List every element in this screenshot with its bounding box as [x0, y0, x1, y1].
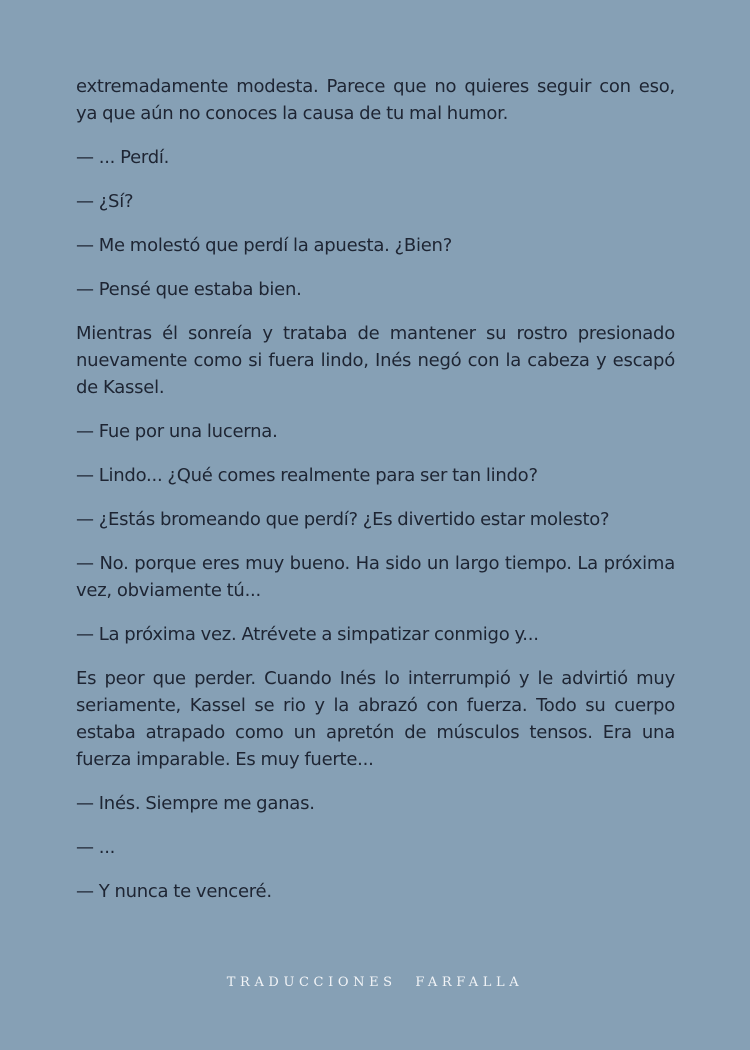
paragraph-narration: Es peor que perder. Cuando Inés lo interrumpió y le advirtió muy seriamente, Kassel se rio y la abrazó con fuerza. Todo su cuerpo estaba atrapado como un apretón de músculos tensos. Era una fuerza imparable. Es muy fuerte... [76, 668, 675, 770]
paragraph-dialogue: — ¿Estás bromeando que perdí? ¿Es divertido estar molesto? [76, 509, 610, 530]
paragraph-dialogue: — ... [76, 837, 116, 858]
paragraph-dialogue: — Lindo... ¿Qué comes realmente para ser tan lindo? [76, 465, 538, 486]
page-body [76, 73, 675, 922]
footer-credit: TRADUCCIONES FARFALLA [226, 975, 524, 990]
paragraph-dialogue: — No. porque eres muy bueno. Ha sido un largo tiempo. La próxima vez, obviamente tú... [76, 553, 675, 601]
paragraph-dialogue: — Y nunca te venceré. [76, 881, 272, 902]
paragraph-dialogue: — Inés. Siempre me ganas. [76, 793, 315, 814]
paragraph-dialogue: — La próxima vez. Atrévete a simpatizar conmigo y... [76, 624, 539, 645]
paragraph-dialogue: — Pensé que estaba bien. [76, 279, 302, 300]
paragraph-narration: Mientras él sonreía y trataba de mantener su rostro presionado nuevamente como si fuera lindo, Inés negó con la cabeza y escapó de Kassel. [76, 323, 675, 398]
paragraph-dialogue: — ¿Sí? [76, 191, 134, 212]
paragraph-dialogue: — ... Perdí. [76, 147, 170, 168]
paragraph-dialogue: — Me molestó que perdí la apuesta. ¿Bien? [76, 235, 452, 256]
paragraph-dialogue: — Fue por una lucerna. [76, 421, 278, 442]
paragraph-narration: extremadamente modesta. Parece que no quieres seguir con eso, ya que aún no conoces la causa de tu mal humor. [76, 76, 675, 124]
